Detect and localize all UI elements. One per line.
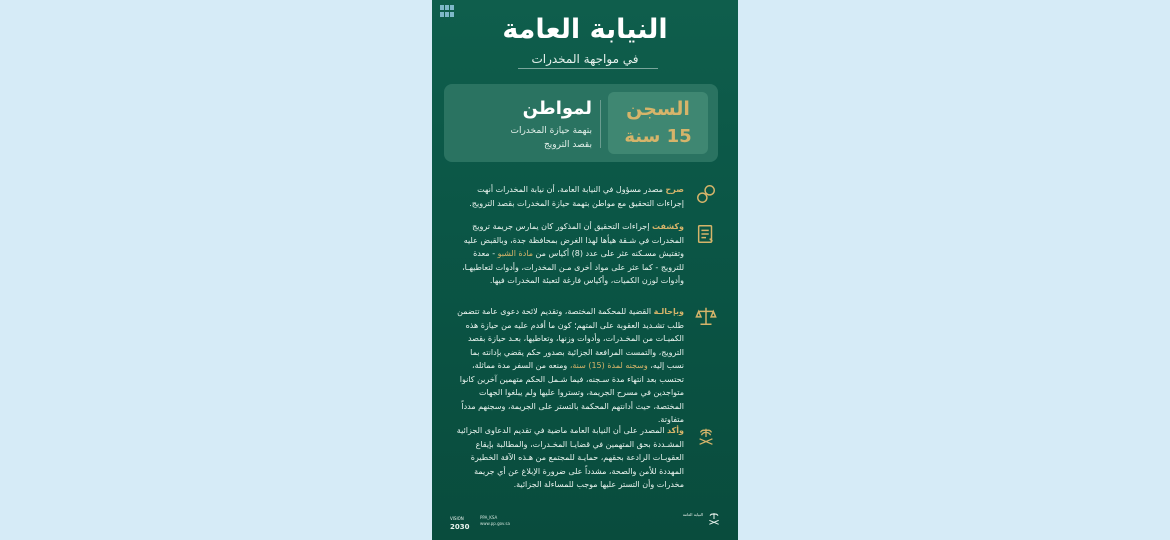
paragraph-3 <box>454 305 684 427</box>
citizen-label: لمواطن <box>522 98 592 119</box>
poster-subtitle: في مواجهة المخدرات <box>531 52 639 66</box>
scales-icon <box>695 305 717 327</box>
paragraph-2-lead: وكشفت <box>652 222 684 231</box>
handcuffs-icon <box>695 183 717 205</box>
paragraph-2-highlight: مادة الشبو <box>497 249 533 258</box>
paragraph-4-text: المصدر على أن النيابة العامة ماضية في تقديم الدعاوى الجزائية المشـددة بحق المتهمين في قضايـا المخـدرات، والمطالبة بإيقاع العقوبـات الرادعة بحقهم، حمايـة للمجتمع من هـذه الآفة الخطيرة المهددة للأمن والصحة، مشدداً على ضرورة الإبلاغ عن أي جريمة مخدرات وأن التستر عليها موجب للمساءلة الجزائية. <box>456 426 684 489</box>
paragraph-3-lead: وبإحالـة <box>653 307 684 316</box>
document-icon <box>695 223 717 245</box>
poster <box>432 0 738 540</box>
sentence-label: السجن <box>626 98 690 120</box>
sentence-years: 15 سنة <box>624 126 692 147</box>
charge-line-1: بتهمة حيازة المخدرات <box>510 126 592 136</box>
paragraph-2 <box>454 220 684 288</box>
subtitle-underline <box>518 68 658 69</box>
social-handle[interactable]: PPA_KSA <box>480 515 498 520</box>
paragraph-3-text-b: ومنعه من السفر مدة مماثلة، تحتسب بعد انتهاء مدة سـجنه، فيما شـمل الحكم متهمين آخرين كانوا متواجدين في مسرح الجريمة، وتستروا عليها ولم يبلغوا الجهات المختصة، حيث أدانتهم المحكمة بالتستر على الجريمة، وسجنهم مدداً متفاوتة. <box>459 361 684 424</box>
vision-2030-logo <box>450 515 469 531</box>
paragraph-3-highlight: وسجنه لمدة (15) سنة، <box>569 361 648 370</box>
social-links <box>480 515 510 527</box>
emblem-icon <box>706 510 722 528</box>
vision-year: 2030 <box>450 523 470 531</box>
charge-line-2: بقصد الترويج <box>543 140 592 150</box>
website-link[interactable]: www.pp.gov.sa <box>480 521 510 526</box>
paragraph-3-text-a: القضية للمحكمة المختصة، وتقديم لائحة دعوى عامة تتضمن طلب تشـديد العقوبة على المتهم؛ كون ما أقدم عليه من حيازة هذه الكميـات من المخـدرات، وأدوات وزنها، وتعاطيها، بعـد حيازة بقصد الترويج، والتمست المرافعة الجزائية بصدور حكم يقضي بإدانته بما نسب إليه، <box>457 307 684 370</box>
paragraph-1-text: مصدر مسؤول في النيابة العامة، أن نيابة المخدرات أنهت إجراءات التحقيق مع مواطن بتهمة حيازة المخدرات بقصد الترويج. <box>469 185 684 208</box>
vision-label: VISION <box>450 516 464 521</box>
org-name: النيابة العامة <box>682 512 703 517</box>
org-logo <box>676 510 722 534</box>
paragraph-2-text-b: - معدة للترويج - كما عثر على مواد أخرى مـن المخدرات، وأدوات لتعاطيهـا، وأدوات لوزن الكميات، وأكياس فارغة لتعبئة المخدرات فيها. <box>462 249 684 285</box>
paragraph-4-lead: وأكد <box>667 426 684 435</box>
banner-divider <box>600 100 601 148</box>
paragraph-1-lead: صرح <box>665 185 684 194</box>
palm-swords-icon <box>695 426 717 448</box>
paragraph-1 <box>454 183 684 210</box>
paragraph-4 <box>454 424 684 492</box>
paragraph-2-text-a: إجراءات التحقيق أن المذكور كان يمارس جريمة ترويج المخدرات في شـقة هيأها لهذا الغرض بمحافظة جدة، وبالقبض عليه وتفتيش مسـكنه عثر على عدد (8) أكياس من <box>463 222 684 258</box>
poster-title: النيابة العامة <box>502 14 668 45</box>
